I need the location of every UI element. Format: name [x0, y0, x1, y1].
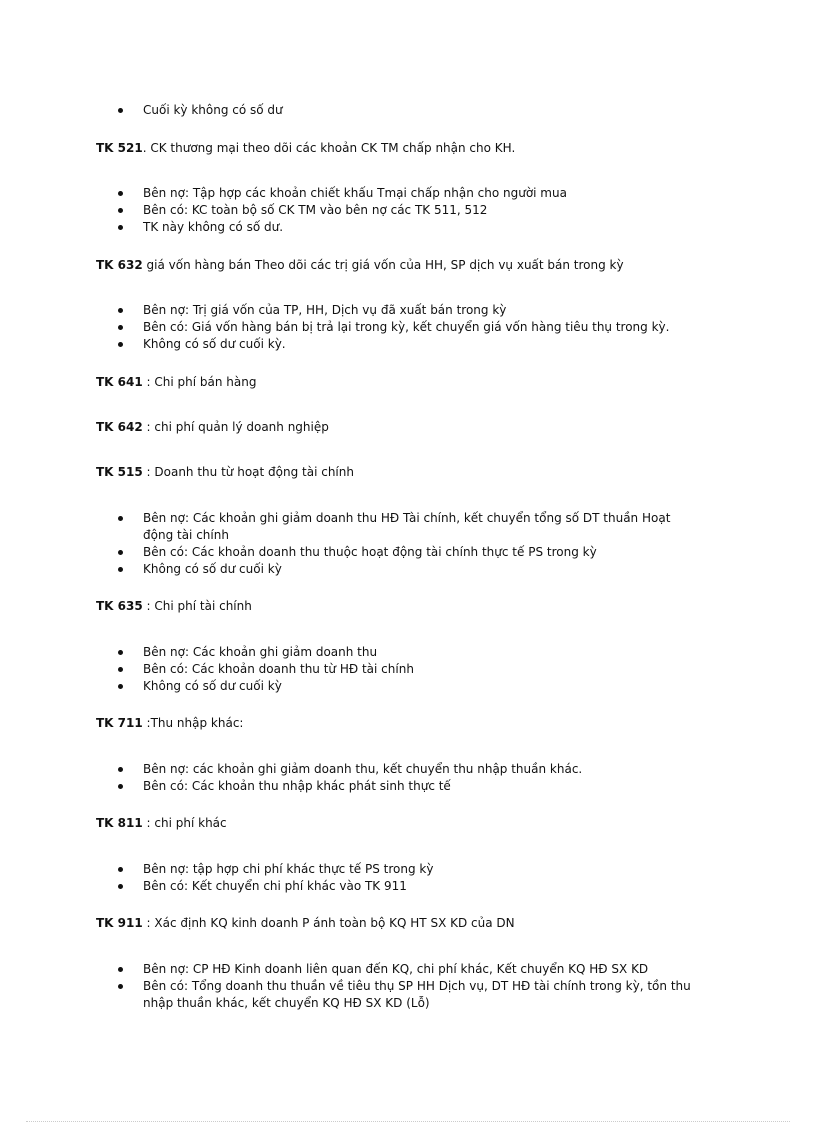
list-item: Bên nợ: CP HĐ Kinh doanh liên quan đến KQ, chi phí khác, Kết chuyển KQ HĐ SX KD — [96, 961, 703, 978]
account-code: TK 521 — [96, 141, 143, 155]
list-item: Bên có: Giá vốn hàng bán bị trả lại trong kỳ, kết chuyển giá vốn hàng tiêu thụ trong kỳ. — [96, 319, 703, 336]
account-heading-635 — [96, 598, 736, 615]
list-item: Không có số dư cuối kỳ — [96, 678, 703, 695]
account-code: TK 711 — [96, 716, 143, 730]
account-code: TK 911 — [96, 916, 143, 930]
list-item: Bên nợ: Tập hợp các khoản chiết khấu Tmại chấp nhận cho người mua — [96, 185, 703, 202]
list-item: Bên nợ: tập hợp chi phí khác thực tế PS trong kỳ — [96, 861, 703, 878]
list-item: Bên nợ: Các khoản ghi giảm doanh thu — [96, 644, 703, 661]
separator: : — [142, 816, 155, 830]
separator: : — [142, 716, 151, 730]
list-item: Bên có: Các khoản doanh thu từ HĐ tài chính — [96, 661, 703, 678]
separator: : — [142, 420, 155, 434]
account-description: Thu nhập khác: — [150, 716, 244, 730]
account-code: TK 635 — [96, 599, 143, 613]
account-description: Xác định KQ kinh doanh P ánh toàn bộ KQ HT SX KD của DN — [154, 916, 515, 930]
account-heading-811 — [96, 815, 736, 832]
separator: . — [142, 141, 151, 155]
account-description: CK thương mại theo dõi các khoản CK TM chấp nhận cho KH. — [150, 141, 516, 155]
list-item: Bên có: Tổng doanh thu thuần về tiêu thụ SP HH Dịch vụ, DT HĐ tài chính trong kỳ, tồn thu nhập thuần khác, kết chuyển KQ HĐ SX KD (Lỗ) — [96, 978, 703, 1012]
separator: : — [142, 465, 155, 479]
account-items-911 — [0, 961, 816, 1012]
account-heading-642 — [96, 419, 736, 436]
account-items-635 — [0, 644, 816, 695]
list-item: TK này không có số dư. — [96, 219, 703, 236]
separator: : — [142, 916, 155, 930]
list-item: Bên nợ: Trị giá vốn của TP, HH, Dịch vụ đã xuất bán trong kỳ — [96, 302, 703, 319]
account-heading-632 — [96, 257, 736, 274]
account-description: chi phí khác — [154, 816, 227, 830]
account-items-515 — [0, 510, 816, 578]
account-heading-521 — [96, 140, 736, 157]
account-code: TK 811 — [96, 816, 143, 830]
page-bottom-divider — [26, 1121, 790, 1122]
list-item: Bên nợ: các khoản ghi giảm doanh thu, kết chuyển thu nhập thuần khác. — [96, 761, 703, 778]
account-description: chi phí quản lý doanh nghiệp — [154, 420, 329, 434]
account-items-521 — [0, 185, 816, 236]
account-items-711 — [0, 761, 816, 795]
account-description: Doanh thu từ hoạt động tài chính — [154, 465, 354, 479]
top-bullet-list-block — [0, 102, 816, 119]
account-code: TK 632 — [96, 258, 143, 272]
account-description: giá vốn hàng bán Theo dõi các trị giá vốn của HH, SP dịch vụ xuất bán trong kỳ — [146, 258, 624, 272]
list-item: Bên nợ: Các khoản ghi giảm doanh thu HĐ Tài chính, kết chuyển tổng số DT thuần Hoạt động tài chính — [96, 510, 703, 544]
account-code: TK 641 — [96, 375, 143, 389]
separator: : — [142, 599, 155, 613]
account-items-632 — [0, 302, 816, 353]
top-bullet-list — [0, 102, 816, 119]
account-description: Chi phí tài chính — [154, 599, 252, 613]
account-code: TK 515 — [96, 465, 143, 479]
account-heading-641 — [96, 374, 736, 391]
list-item: Không có số dư cuối kỳ — [96, 561, 703, 578]
account-heading-515 — [96, 464, 736, 481]
separator: : — [142, 375, 155, 389]
list-item: Bên có: Các khoản thu nhập khác phát sinh thực tế — [96, 778, 703, 795]
account-items-811 — [0, 861, 816, 895]
account-code: TK 642 — [96, 420, 143, 434]
account-heading-711 — [96, 715, 736, 732]
list-item: Không có số dư cuối kỳ. — [96, 336, 703, 353]
list-item: Bên có: Các khoản doanh thu thuộc hoạt động tài chính thực tế PS trong kỳ — [96, 544, 703, 561]
list-item: Bên có: KC toàn bộ số CK TM vào bên nợ các TK 511, 512 — [96, 202, 703, 219]
list-item: Cuối kỳ không có số dư — [96, 102, 703, 119]
account-heading-911 — [96, 915, 736, 932]
list-item: Bên có: Kết chuyển chi phí khác vào TK 911 — [96, 878, 703, 895]
account-description: Chi phí bán hàng — [154, 375, 257, 389]
